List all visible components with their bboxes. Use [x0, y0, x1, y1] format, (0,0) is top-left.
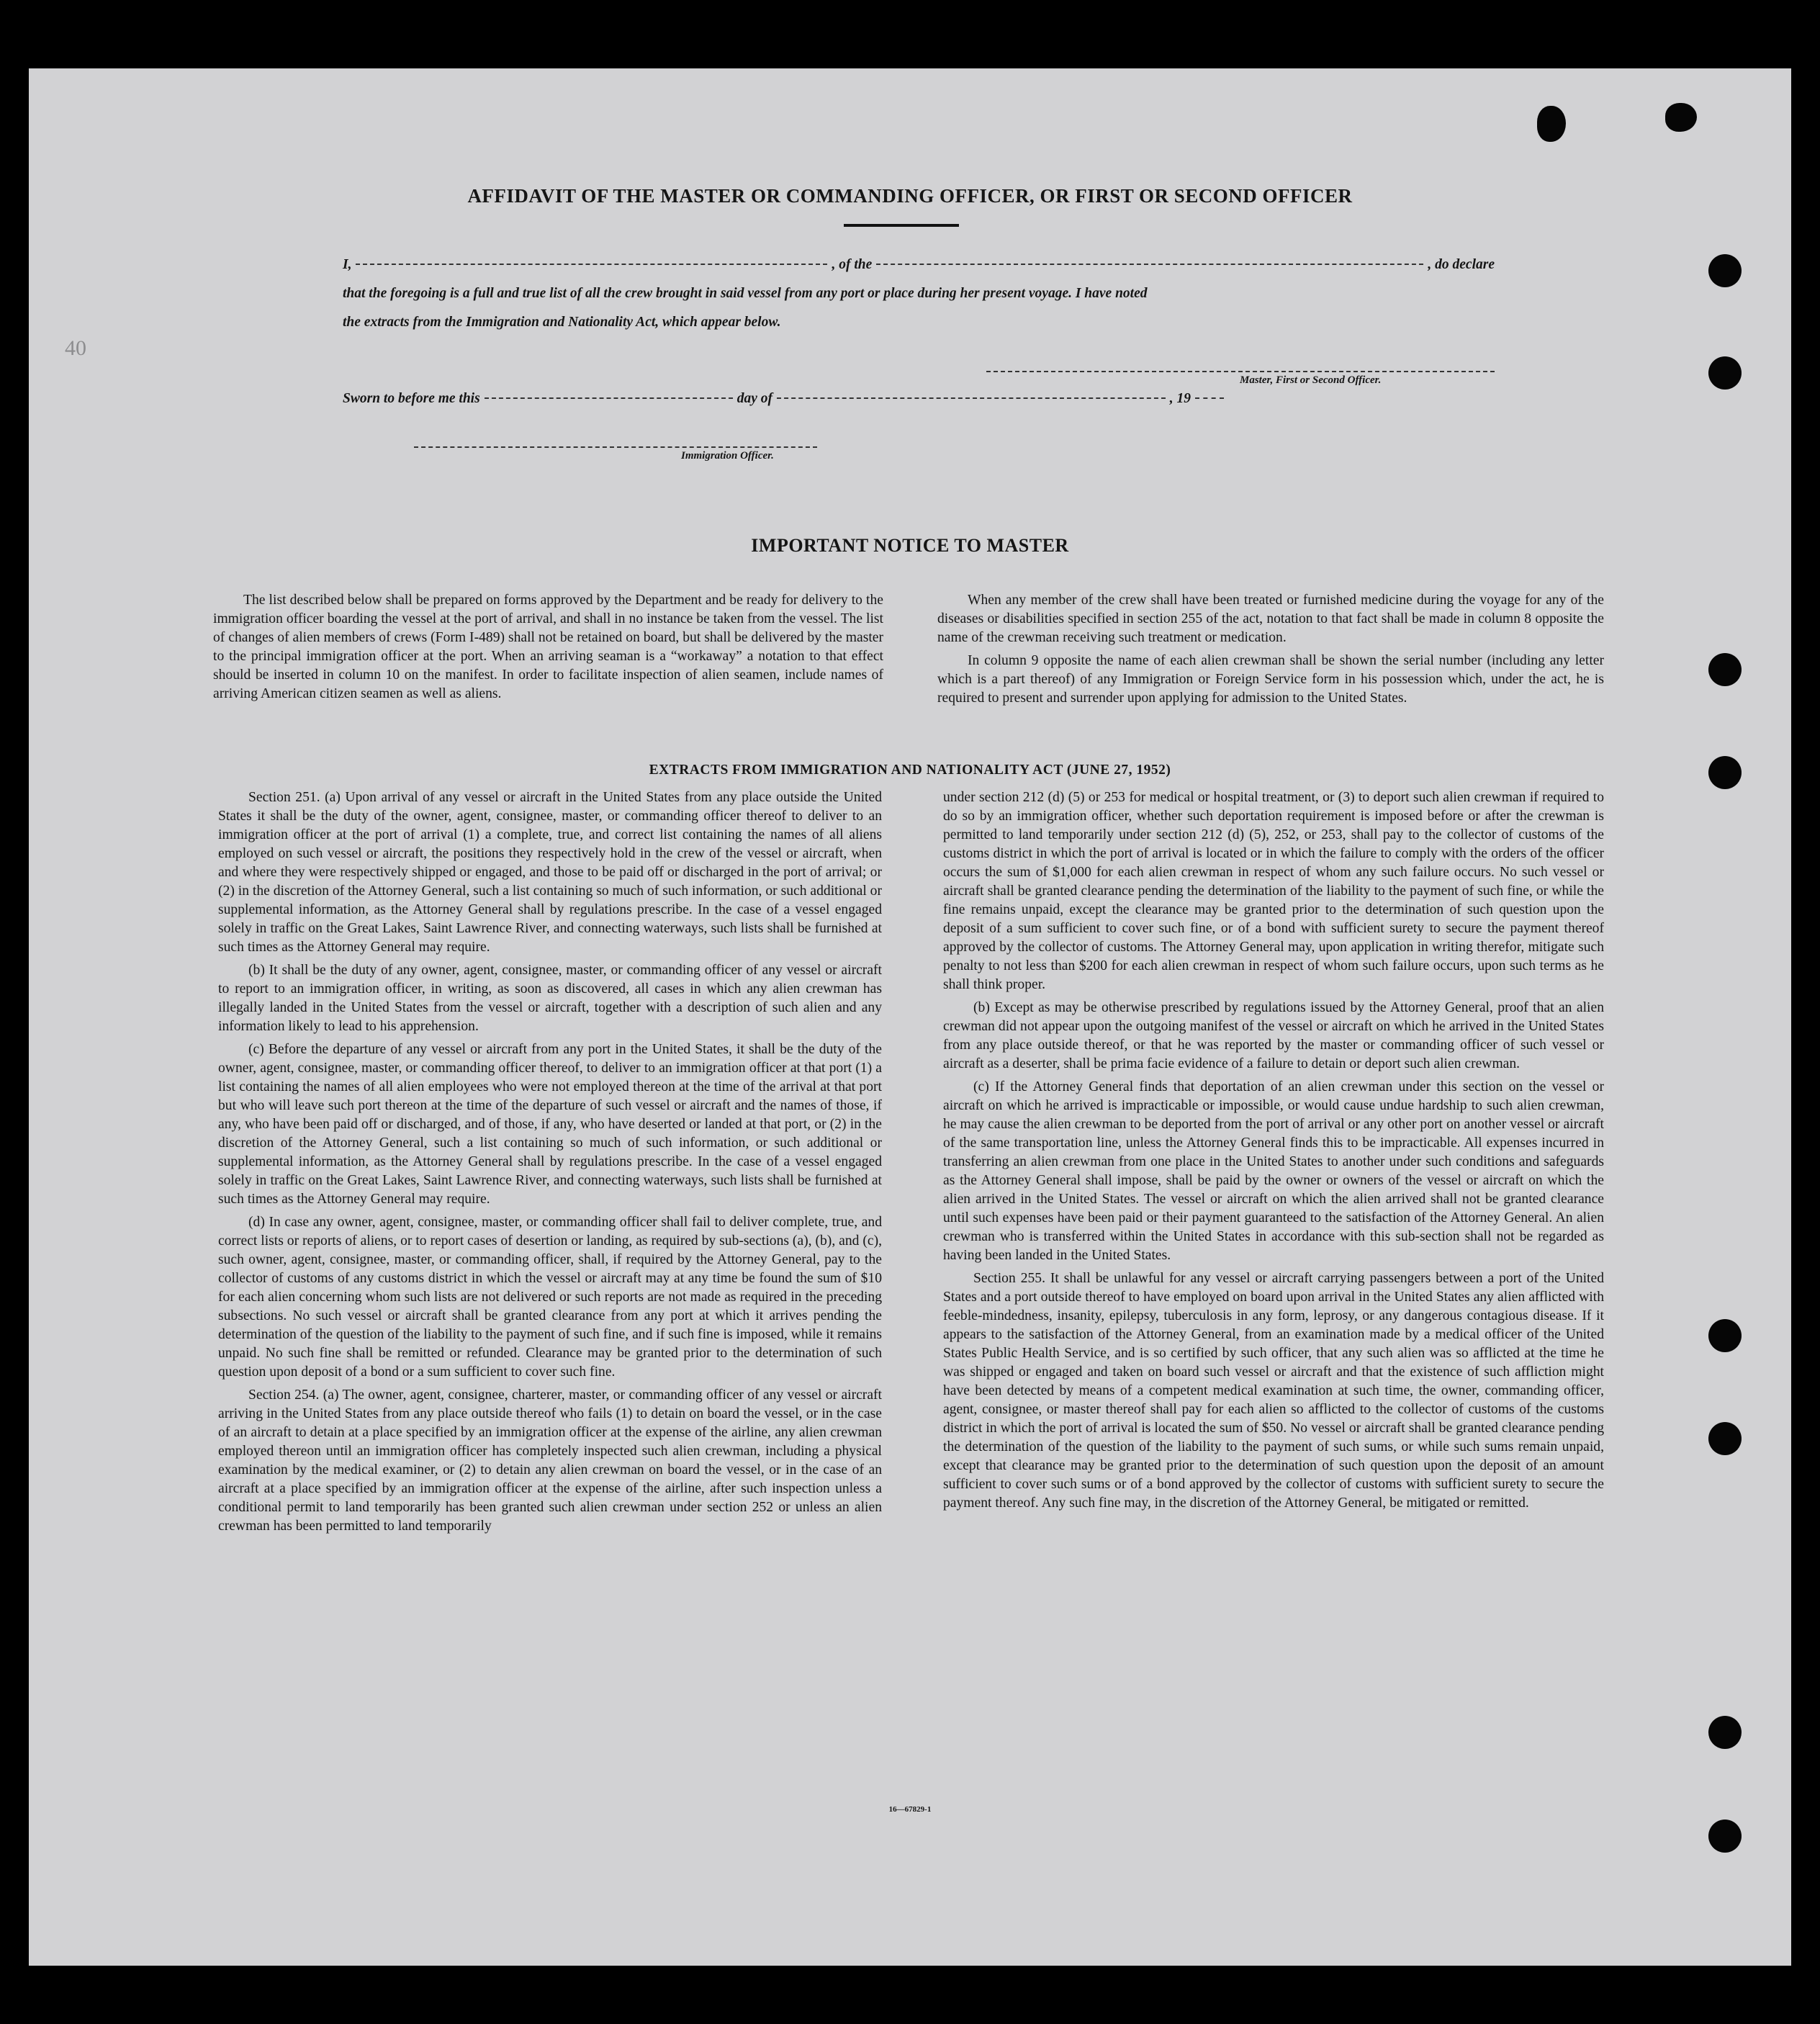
punch-hole: [1708, 1716, 1742, 1749]
punch-hole: [1708, 1319, 1742, 1352]
punch-hole: [1708, 254, 1742, 287]
notice-left-paragraph: The list described below shall be prepared on forms approved by the Department and be ready for delivery to the immigration officer boarding the vessel at the port of arrival, and shall in no instance be taken from the vessel. The list of changes of alien members of crews (Form I-489) shall not be retained on board, but shall be delivered by the master to the principal immigration officer at the port. When an arriving seaman is a “workaway” a notation to that effect should be inserted in column 10 on the manifest. In order to facilitate inspection of alien seamen, include names of arriving American citizen seamen as well as aliens.: [213, 593, 883, 701]
notice-title: IMPORTANT NOTICE TO MASTER: [751, 535, 1069, 556]
punch-hole: [1708, 1820, 1742, 1853]
year-label: , 19: [1169, 391, 1191, 406]
declaration-i: I,: [343, 257, 352, 272]
section-251c: (c) Before the departure of any vessel or aircraft from any port in the United States, it shall be the duty of the owner, agent, consignee, master, or commanding officer thereof, to deliver to an immigration officer at that port (1) a list containing the names of all alien employees who were not employed thereon at the time of the arrival at that port but who will leave such port thereon at the time of the departure of such vessel or aircraft and the names of those, if any, who have been paid off or discharged, and of those, if any, who have deserted or landed at that port, or (2) in the discretion of the Attorney General, such a list containing so much of such information, or such additional or supplemental information, as the Attorney General shall by regulations prescribe. In the case of a vessel engaged solely in traffic on the Great Lakes, Saint Lawrence River, and connecting waterways, such lists shall be furnished at such times as the Attorney General may require.: [218, 1042, 882, 1207]
notice-right-column: [937, 591, 1604, 712]
extracts-title: EXTRACTS FROM IMMIGRATION AND NATIONALITY ACT (JUNE 27, 1952): [649, 763, 1171, 778]
declaration-text: [343, 251, 1495, 337]
punch-hole: [1708, 653, 1742, 686]
officer-caption: Immigration Officer.: [681, 450, 774, 462]
document-page: [29, 68, 1791, 1966]
day-of-label: day of: [736, 391, 772, 406]
notice-right-paragraph-2: In column 9 opposite the name of each alien crewman shall be shown the serial number (including any letter which is a part thereof) of any Immigration or Foreign Service form in his possession which, under the act, he is required to present and surrender upon applying for admission to the United States.: [937, 653, 1604, 706]
month-field[interactable]: [777, 397, 1166, 399]
section-254b: (b) Except as may be otherwise prescribed by regulations issued by the Attorney General, proof that an alien crewman did not appear upon the outgoing manifest of the vessel or aircraft on which he arrived in the United States from any place outside thereof, or that he was reported by the master or commanding officer of such vessel or aircraft as a deserter, shall be prima facie evidence of a failure to detain or deport such alien crewman.: [943, 1000, 1604, 1071]
section-251d: (d) In case any owner, agent, consignee, master, or commanding officer shall fail to deliver complete, true, and correct lists or reports of aliens, or to report cases of desertion or landing, as required by sub-sections (a), (b), and (c), such owner, agent, consignee, master, or commanding officer, shall, if required by the Attorney General, pay to the collector of customs of any customs district in which the vessel or aircraft may at any time be found the sum of $10 for each alien concerning whom such lists are not delivered or such reports are not made as required in the preceding subsections. No such vessel or aircraft shall be granted clearance from any port at which it arrives pending the determination of the question of the liability to the payment of such fine, and if such fine is imposed, while it remains unpaid. No such fine shall be remitted or refunded. Clearance may be granted prior to the determination of such question upon deposit of a bond or a sum sufficient to cover such fine.: [218, 1215, 882, 1380]
title-rule: [844, 224, 959, 227]
declaration-of-the: , of the: [832, 257, 873, 272]
punch-hole: [1537, 106, 1566, 142]
master-signature-line[interactable]: [986, 371, 1495, 372]
section-254a: Section 254. (a) The owner, agent, consignee, charterer, master, or commanding officer of any vessel or aircraft arriving in the United States from any place outside thereof who fails (1) to detain on board the vessel, or in the case of an aircraft to detain at a place specified by an immigration officer at the expense of the airline, any alien crewman employed thereon until an immigration officer has completely inspected such alien crewman, including a physical examination by the medical examiner, or (2) to detain any alien crewman on board the vessel, or in the case of an aircraft at a place specified by an immigration officer at the expense of the airline, after such inspection unless a conditional permit to land temporarily has been granted such alien crewman under section 252 or unless an alien crewman has been permitted to land temporarily: [218, 1387, 882, 1534]
punch-hole: [1665, 103, 1697, 132]
year-field[interactable]: [1195, 397, 1224, 399]
section-254a-continued: under section 212 (d) (5) or 253 for medical or hospital treatment, or (3) to deport such alien crewman if required to do so by an immigration officer, whether such deportation requirement is imposed before or after the crewman is permitted to land temporarily under section 212 (d) (5), 252, or 253, shall pay to the collector of customs of the customs district in which the port of arrival is located or in which the failure to comply with the orders of the officer occurs the sum of $1,000 for each alien crewman in respect of whom any such failure occurs. No such vessel or aircraft shall be granted clearance pending the determination of the liability to the payment of such fine, or while the fine remains unpaid, except the clearance may be granted prior to the determination of such question upon the deposit of a sum sufficient to cover such fine, or of a bond with sufficient surety to secure the payment thereof approved by the collector of customs. The Attorney General may, upon application in writing therefor, mitigate such penalty to not less than $200 for each alien crewman in respect of whom such failure occurs, upon such terms as he shall think proper.: [943, 790, 1604, 992]
sworn-date-field[interactable]: [485, 397, 733, 399]
punch-hole: [1708, 1422, 1742, 1455]
sworn-line: [343, 391, 1228, 407]
punch-hole: [1708, 356, 1742, 390]
extracts-left-column: [218, 788, 882, 1540]
sworn-label: Sworn to before me this: [343, 391, 480, 406]
section-251b: (b) It shall be the duty of any owner, agent, consignee, master, or commanding officer of any vessel or aircraft to report to an immigration officer, in writing, as soon as discovered, all cases in which any alien crewman has illegally landed in the United States from the vessel or aircraft, together with a description of such alien and any information likely to lead to his apprehension.: [218, 963, 882, 1034]
notice-left-column: [213, 591, 883, 708]
form-number: 16—67829-1: [888, 1805, 932, 1814]
declaration-do-declare: , do declare: [1428, 257, 1495, 272]
extracts-right-column: [943, 788, 1604, 1517]
declaration-line-2: that the foregoing is a full and true list of all the crew brought in said vessel from any port or place during her present voyage. I have noted: [343, 286, 1148, 301]
section-251a: Section 251. (a) Upon arrival of any vessel or aircraft in the United States from any place outside the United States it shall be the duty of the owner, agent, consignee, master, or commanding officer thereof to deliver to an immigration officer at the port of arrival (1) a complete, true, and correct list containing the names of all aliens employed on such vessel or aircraft, the positions they respectively hold in the crew of the vessel or aircraft, when and where they were respectively shipped or engaged, and those to be paid off or discharged in the port of arrival; or (2) in the discretion of the Attorney General, such a list containing so much of such information, or such additional or supplemental information, as the Attorney General shall by regulations prescribe. In the case of a vessel engaged solely in traffic on the Great Lakes, Saint Lawrence River, and connecting waterways, such lists shall be furnished at such times as the Attorney General may require.: [218, 790, 882, 955]
margin-mark: 40: [65, 336, 86, 360]
name-field[interactable]: [356, 264, 827, 265]
section-254c: (c) If the Attorney General finds that deportation of an alien crewman under this section on the vessel or aircraft on which he arrived is impracticable or impossible, or would cause undue hardship to such alien crewman, he may cause the alien crewman to be deported from the port of arrival or any other port on another vessel or aircraft of the same transportation line, unless the Attorney General finds this to be impracticable. All expenses incurred in transferring an alien crewman from one place in the United States to another under such conditions and safeguards as the Attorney General shall impose, shall be paid by the owner or owners of the vessel or aircraft on which the alien arrived in the United States. The vessel or aircraft on which the alien arrived shall not be granted clearance until such expenses have been paid or their payment guaranteed to the satisfaction of the Attorney General. An alien crewman who is transferred within the United States in accordance with this sub-section shall not be regarded as having been landed in the United States.: [943, 1079, 1604, 1263]
section-255: Section 255. It shall be unlawful for any vessel or aircraft carrying passengers between a port of the United States and a port outside thereof to have employed on board upon arrival in the United States any alien afflicted with feeble-mindedness, insanity, epilepsy, tuberculosis in any form, leprosy, or any dangerous contagious disease. If it appears to the satisfaction of the Attorney General, from an examination made by a medical officer of the United States Public Health Service, and is so certified by such officer, that any such alien was so afflicted at the time he was shipped or engaged and taken on board such vessel or aircraft and that the existence of such affliction might have been detected by means of a competent medical examination at such time, the owner, commanding officer, agent, consignee, or master thereof shall pay for each alien so afflicted to the collector of customs of the customs district in which the port of arrival is located the sum of $50. No vessel or aircraft shall be granted clearance pending the determination of the question of the liability to the payment of such sums, or while such sums remain unpaid, except that clearance may be granted prior to the determination of such question upon the deposit of an amount sufficient to cover such sums or of a bond approved by the collector of customs with sufficient surety to secure the payment thereof. Any such fine may, in the discretion of the Attorney General, be mitigated or remitted.: [943, 1271, 1604, 1511]
vessel-field[interactable]: [876, 264, 1423, 265]
affidavit-title: AFFIDAVIT OF THE MASTER OR COMMANDING OFFICER, OR FIRST OR SECOND OFFICER: [467, 185, 1353, 207]
officer-signature-line[interactable]: [414, 446, 817, 448]
notice-right-paragraph-1: When any member of the crew shall have been treated or furnished medicine during the voyage for any of the diseases or disabilities specified in section 255 of the act, notation to that fact shall be made in column 8 opposite the name of the crewman receiving such treatment or medication.: [937, 593, 1604, 645]
master-caption: Master, First or Second Officer.: [1240, 374, 1382, 386]
declaration-line-3: the extracts from the Immigration and Nationality Act, which appear below.: [343, 315, 781, 330]
